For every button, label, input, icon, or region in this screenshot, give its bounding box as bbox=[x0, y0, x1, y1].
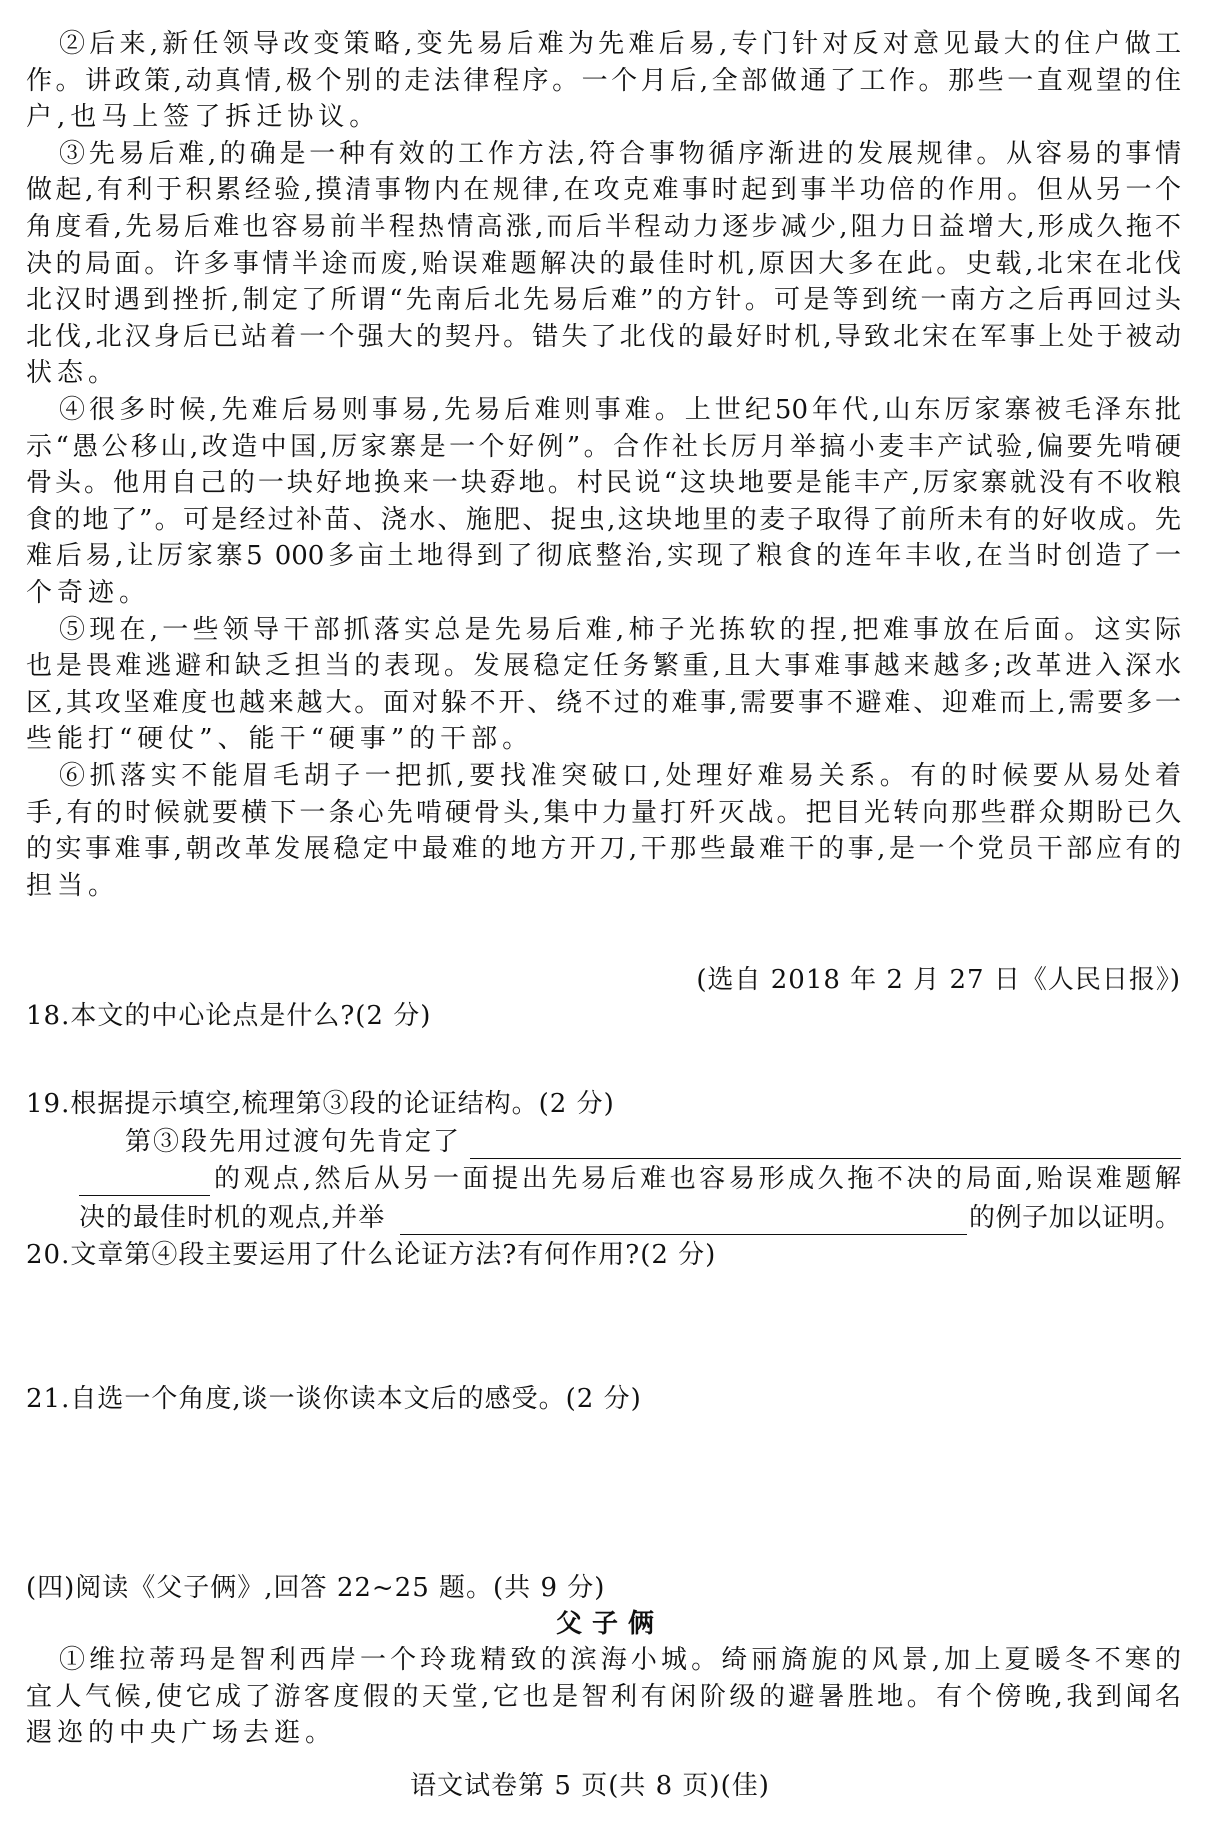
question-19: 19.根据提示填空,梳理第③段的论证结构。(2 分) bbox=[26, 1089, 615, 1119]
paragraph-line: 户,也马上签了拆迁协议。 bbox=[26, 102, 381, 133]
paragraph-line: 决的局面。许多事情半途而废,贻误难题解决的最佳时机,原因大多在此。史载,北宋在北伐 bbox=[26, 248, 1181, 279]
question-21: 21.自选一个角度,谈一谈你读本文后的感受。(2 分) bbox=[26, 1384, 642, 1414]
paragraph-line: 食的地了”。可是经过补苗、浇水、施肥、捉虫,这块地里的麦子取得了前所未有的好收成。先 bbox=[26, 504, 1181, 535]
paragraph-line: 作。讲政策,动真情,极个别的走法律程序。一个月后,全部做通了工作。那些一直观望的住 bbox=[26, 65, 1181, 96]
paragraph-line: ②后来,新任领导改变策略,变先易后难为先难后易,专门针对反对意见最大的住户做工 bbox=[59, 29, 1181, 59]
paragraph-line: 也是畏难逃避和缺乏担当的表现。发展稳定任务繁重,且大事难事越来越多;改革进入深水 bbox=[26, 651, 1181, 682]
question-20: 20.文章第④段主要运用了什么论证方法?有何作用?(2 分) bbox=[26, 1240, 717, 1270]
source-citation: (选自 2018 年 2 月 27 日《人民日报》) bbox=[696, 965, 1181, 995]
paragraph-line: ③先易后难,的确是一种有效的工作方法,符合事物循序渐进的发展规律。从容易的事情 bbox=[59, 138, 1181, 169]
paragraph-line: 骨头。他用自己的一块好地换来一块孬地。村民说“这块地要是能丰产,厉家寨就没有不收粮 bbox=[26, 468, 1181, 499]
q19-prompt-line3a: 决的最佳时机的观点,并举 bbox=[79, 1203, 386, 1233]
paragraph-line: 做起,有利于积累经验,摸清事物内在规律,在攻克难事时起到事半功倍的作用。但从另一个 bbox=[26, 175, 1181, 206]
q19-prompt-line3b: 的例子加以证明。 bbox=[969, 1203, 1181, 1233]
q19-prompt-line2: 的观点,然后从另一面提出先易后难也容易形成久拖不决的局面,贻误难题解 bbox=[214, 1164, 1181, 1194]
paragraph-line: 北伐,北汉身后已站着一个强大的契丹。错失了北伐的最好时机,导致北宋在军事上处于被动 bbox=[26, 321, 1181, 352]
paragraph-line: ⑥抓落实不能眉毛胡子一把抓,要找准突破口,处理好难易关系。有的时候要从易处着 bbox=[59, 761, 1181, 791]
q19-blank-1-continued[interactable] bbox=[79, 1195, 210, 1196]
paragraph-line: 状态。 bbox=[26, 358, 120, 389]
paragraph-line: 示“愚公移山,改造中国,厉家寨是一个好例”。合作社长厉月举搞小麦丰产试验,偏要先啃硬 bbox=[26, 431, 1181, 462]
question-18: 18.本文的中心论点是什么?(2 分) bbox=[26, 1001, 432, 1031]
section-4-heading: (四)阅读《父子俩》,回答 22~25 题。(共 9 分) bbox=[26, 1573, 606, 1603]
q19-blank-1[interactable] bbox=[470, 1158, 1181, 1159]
paragraph-line: 遐迩的中央广场去逛。 bbox=[26, 1718, 337, 1749]
passage-title: 父子俩 bbox=[555, 1609, 664, 1639]
page-footer: 语文试卷第 5 页(共 8 页)(佳) bbox=[410, 1771, 770, 1801]
paragraph-line: 角度看,先易后难也容易前半程热情高涨,而后半程动力逐步减少,阻力日益增大,形成久拖不 bbox=[26, 212, 1181, 242]
paragraph-line: 担当。 bbox=[26, 870, 120, 901]
paragraph-line: 个奇迹。 bbox=[26, 578, 151, 608]
paragraph-line: 北汉时遇到挫折,制定了所谓“先南后北先易后难”的方针。可是等到统一南方之后再回过头 bbox=[26, 285, 1181, 316]
paragraph-line: 些能打“硬仗”、能干“硬事”的干部。 bbox=[26, 724, 534, 755]
q19-blank-2[interactable] bbox=[400, 1234, 967, 1235]
paragraph-line: ⑤现在,一些领导干部抓落实总是先易后难,柿子光拣软的捏,把难事放在后面。这实际 bbox=[59, 614, 1181, 645]
paragraph-line: 宜人气候,使它成了游客度假的天堂,它也是智利有闲阶级的避暑胜地。有个傍晚,我到闻名 bbox=[26, 1681, 1181, 1712]
paragraph-line: 难后易,让厉家寨5 000多亩土地得到了彻底整治,实现了粮食的连年丰收,在当时创造了一 bbox=[26, 541, 1181, 572]
paragraph-line: 的实事难事,朝改革发展稳定中最难的地方开刀,干那些最难干的事,是一个党员干部应有的 bbox=[26, 834, 1181, 865]
paragraph-line: ④很多时候,先难后易则事易,先易后难则事难。上世纪50年代,山东厉家寨被毛泽东批 bbox=[59, 395, 1181, 425]
paragraph-line: 手,有的时候就要横下一条心先啃硬骨头,集中力量打歼灭战。把目光转向那些群众期盼已久 bbox=[26, 797, 1181, 828]
q19-prompt-line1: 第③段先用过渡句先肯定了 bbox=[125, 1127, 462, 1157]
paragraph-line: 区,其攻坚难度也越来越大。面对躲不开、绕不过的难事,需要事不避难、迎难而上,需要多一 bbox=[26, 687, 1181, 718]
paragraph-line: ①维拉蒂玛是智利西岸一个玲珑精致的滨海小城。绮丽旖旎的风景,加上夏暖冬不寒的 bbox=[59, 1645, 1181, 1675]
